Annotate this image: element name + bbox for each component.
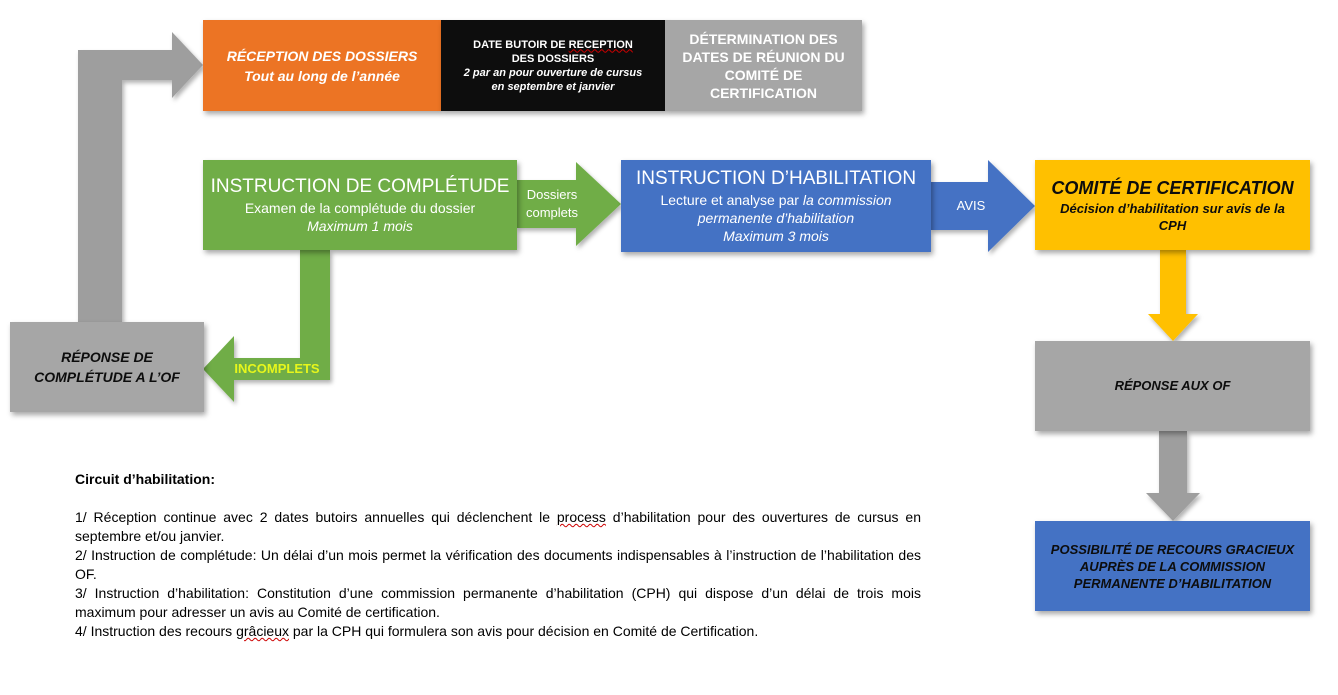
recours-line1: POSSIBILITÉ DE RECOURS GRACIEUX [1050, 541, 1295, 557]
reponse-completude-box [10, 322, 204, 412]
habilitation-title: INSTRUCTION D’HABILITATION [635, 168, 917, 189]
habilitation-box [621, 160, 931, 252]
recours-line3: PERMANENTE D’HABILITATION [1073, 575, 1272, 591]
date-butoir-line2: DES DOSSIERS [511, 52, 595, 65]
circuit-step-1: 1/ Réception continue avec 2 dates butoirs annuelles qui déclenchent le process d’habilitation pour des ouvertures de cursus en septembre et/ou janvier. [75, 509, 921, 544]
reception-box [203, 20, 441, 111]
comite-box [1035, 160, 1310, 250]
avis-label: AVIS [956, 198, 986, 213]
dossiers-label-line1: Dossiers [526, 187, 578, 202]
circuit-title: Circuit d’habilitation: [75, 471, 215, 487]
reponse-of-text: RÉPONSE AUX OF [1114, 378, 1231, 393]
completude-desc: Examen de la complétude du dossier [244, 200, 476, 216]
recours-line2: AUPRÈS DE LA COMMISSION [1079, 558, 1266, 574]
determination-line3: COMITÉ DE [724, 66, 803, 83]
circuit-step-4: 4/ Instruction des recours grâcieux par la CPH qui formulera son avis pour décision en Comité de Certification. [75, 623, 759, 639]
date-butoir-line3: 2 par an pour ouverture de cursus [463, 66, 643, 79]
dossiers-label-line2: complets [525, 205, 579, 220]
determination-line1: DÉTERMINATION DES [689, 30, 838, 47]
determination-line2: DATES DE RÉUNION DU [682, 48, 845, 65]
date-butoir-line4: en septembre et janvier [491, 80, 615, 93]
date-butoir-box [441, 20, 665, 111]
habilitation-desc-line1: Lecture et analyse par la commission [660, 192, 892, 208]
habilitation-duration: Maximum 3 mois [723, 228, 829, 244]
reponse-completude-line2: COMPLÉTUDE A L’OF [34, 369, 180, 385]
comite-desc-line1: Décision d’habilitation sur avis de la [1060, 201, 1285, 216]
determination-box [665, 20, 862, 111]
reception-title: RÉCEPTION DES DOSSIERS [226, 47, 418, 64]
comite-title: COMITÉ DE CERTIFICATION [1051, 178, 1294, 198]
incomplets-arrow [203, 250, 330, 402]
completude-title: INSTRUCTION DE COMPLÉTUDE [210, 176, 510, 197]
dossiers-complets-label [516, 186, 588, 222]
date-butoir-line1: DATE BUTOIR DE RECEPTION [473, 38, 633, 51]
comite-down-arrow [1148, 250, 1198, 341]
habilitation-desc-line2: permanente d’habilitation [697, 210, 855, 226]
incomplets-label: INCOMPLETS [234, 361, 320, 376]
reponse-completude-line1: RÉPONSE DE [61, 349, 153, 365]
reponse-of-box [1035, 341, 1310, 431]
completude-duration: Maximum 1 mois [307, 218, 413, 234]
determination-line4: CERTIFICATION [709, 84, 818, 101]
recours-box [1035, 521, 1310, 611]
return-to-reception-arrow [78, 32, 203, 322]
reponse-down-arrow [1146, 431, 1200, 521]
circuit-step-3: 3/ Instruction d’habilitation: Constitution d’une commission permanente d’habilitation (CPH) qui dispose d’un délai de trois mois maximum pour adresser un avis au Comité de certification. [75, 585, 921, 620]
comite-desc-line2: CPH [1158, 218, 1187, 233]
circuit-description [75, 470, 921, 641]
reception-subtitle: Tout au long de l’année [244, 67, 400, 84]
completude-box [203, 160, 517, 250]
circuit-step-2: 2/ Instruction de complétude: Un délai d’un mois permet la vérification des documents indispensables à l’instruction de l’habilitation des OF. [75, 547, 921, 582]
